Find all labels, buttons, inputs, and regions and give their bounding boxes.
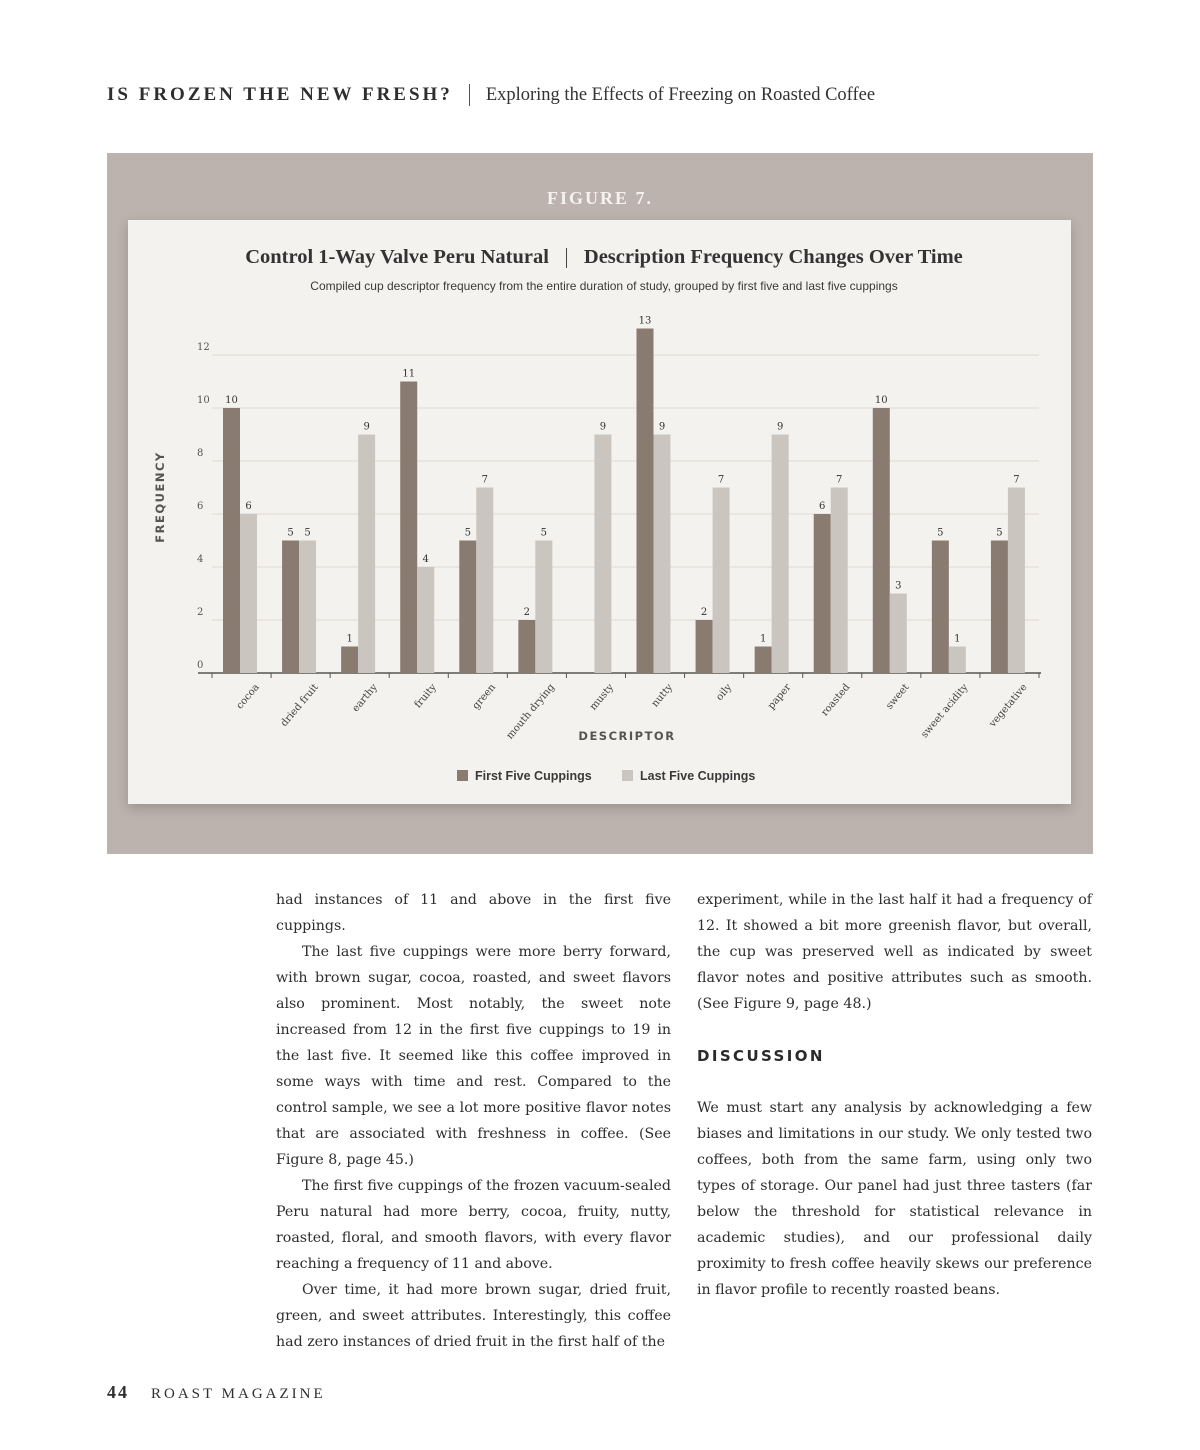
- x-tick-label: mouth drying: [504, 681, 558, 742]
- bar-value-label: 5: [304, 527, 311, 539]
- x-tick-label: earthy: [350, 681, 380, 715]
- bar-first-five: [459, 541, 476, 674]
- bar-last-five: [831, 488, 848, 674]
- x-tick-label: musty: [587, 681, 617, 713]
- x-tick-label: green: [470, 681, 499, 712]
- x-tick-label: paper: [766, 681, 794, 712]
- y-tick-label: 10: [197, 395, 210, 406]
- article-left-column: [276, 887, 671, 1355]
- bar-last-five: [949, 647, 966, 674]
- bar-value-label: 9: [599, 421, 607, 433]
- y-tick-label: 0: [197, 660, 204, 671]
- bar-value-label: 1: [954, 633, 961, 645]
- bar-value-label: 10: [225, 395, 238, 406]
- bar-value-label: 1: [346, 633, 353, 645]
- bar-value-label: 6: [245, 501, 252, 512]
- x-tick-label: sweet: [884, 681, 912, 712]
- x-tick-label: vegetative: [987, 681, 1030, 730]
- bar-value-label: 1: [759, 633, 767, 645]
- bar-last-five: [1008, 488, 1025, 674]
- legend-swatch: [622, 770, 633, 781]
- bar-value-label: 11: [402, 368, 416, 380]
- magazine-name: ROAST MAGAZINE: [151, 1386, 326, 1402]
- bar-value-label: 13: [638, 315, 652, 327]
- article-paragraph: The first five cuppings of the frozen vacuum-sealed Peru natural had more berry, cocoa, fruity, nutty, roasted, floral, and smooth flavors, with every flavor reaching a frequency of 11 and above.: [276, 1178, 671, 1272]
- bar-first-five: [932, 541, 949, 674]
- bar-value-label: 7: [1013, 474, 1020, 486]
- bar-first-five: [755, 647, 772, 674]
- bar-value-label: 9: [658, 421, 666, 433]
- legend-swatch: [457, 770, 468, 781]
- legend-label: First Five Cuppings: [475, 769, 592, 783]
- bar-value-label: 7: [717, 474, 725, 486]
- bar-first-five: [873, 408, 890, 673]
- bar-first-five: [341, 647, 358, 674]
- y-tick-label: 12: [197, 342, 210, 353]
- bar-last-five: [654, 435, 671, 674]
- bar-last-five: [417, 567, 434, 673]
- bar-value-label: 10: [874, 395, 888, 406]
- y-axis-label: FREQUENCY: [153, 451, 167, 543]
- x-tick-label: roasted: [819, 681, 853, 719]
- x-tick-label: nutty: [649, 681, 676, 710]
- bar-value-label: 9: [363, 421, 370, 433]
- x-tick-label: sweet acidity: [919, 681, 971, 741]
- y-tick-label: 4: [197, 554, 204, 565]
- article-right-column: [697, 887, 1092, 1303]
- bar-first-five: [696, 620, 713, 673]
- bar-value-label: 4: [422, 554, 429, 565]
- running-head-title: IS FROZEN THE NEW FRESH?: [107, 84, 453, 105]
- y-tick-label: 8: [197, 448, 204, 459]
- legend-label: Last Five Cuppings: [640, 769, 756, 783]
- y-tick-label: 6: [197, 501, 204, 512]
- section-heading: DISCUSSION: [697, 1047, 825, 1065]
- bar-value-label: 5: [996, 527, 1003, 539]
- bar-last-five: [713, 488, 730, 674]
- chart-subtitle: Compiled cup descriptor frequency from the entire duration of study, grouped by first five and last five cuppings: [310, 279, 898, 293]
- article-paragraph: We must start any analysis by acknowledging a few biases and limitations in our study. We only tested two coffees, both from the same farm, using only two types of storage. Our panel had just three tasters (far below the threshold for statistical relevance in academic studies), and our professional daily proximity to fresh coffee heavily skews our preference in flavor profile to recently roasted beans.: [697, 1100, 1092, 1298]
- chart-title-left: Control 1-Way Valve Peru Natural: [245, 246, 549, 268]
- article-paragraph: The last five cuppings were more berry forward, with brown sugar, cocoa, roasted, and sweet flavors also prominent. Most notably, the sweet note increased from 12 in the first five cuppings to 19 in the last five. It seemed like this coffee improved in some ways with time and rest. Compared to the control sample, we see a lot more positive flavor notes that are associated with freshness in coffee. (See Figure 8, page 45.): [276, 944, 671, 1168]
- bar-value-label: 7: [481, 474, 488, 486]
- bar-first-five: [518, 620, 535, 673]
- bar-last-five: [535, 541, 552, 674]
- bar-first-five: [991, 541, 1008, 674]
- bar-first-five: [637, 329, 654, 674]
- bar-value-label: 2: [700, 607, 708, 618]
- bar-value-label: 3: [895, 580, 902, 592]
- x-tick-label: oily: [714, 681, 735, 703]
- article-paragraph: Over time, it had more brown sugar, dried fruit, green, and sweet attributes. Interestingly, this coffee had zero instances of dried fruit in the first half of the: [276, 1282, 671, 1350]
- y-tick-label: 2: [197, 607, 204, 618]
- bar-value-label: 5: [540, 527, 548, 539]
- bar-value-label: 2: [523, 607, 531, 618]
- bar-last-five: [772, 435, 789, 674]
- x-axis-label: DESCRIPTOR: [578, 729, 676, 743]
- bar-first-five: [223, 408, 240, 673]
- bar-first-five: [400, 382, 417, 674]
- chart-title-right: Description Frequency Changes Over Time: [583, 246, 963, 268]
- bar-value-label: 5: [937, 527, 944, 539]
- bar-first-five: [282, 541, 299, 674]
- article-paragraph: experiment, while in the last half it had a frequency of 12. It showed a bit more greenish flavor, but overall, the cup was preserved well as indicated by sweet flavor notes and positive attributes such as smooth. (See Figure 9, page 48.): [697, 892, 1092, 1012]
- bar-value-label: 5: [287, 527, 294, 539]
- page-footer: [107, 1382, 326, 1403]
- x-tick-label: fruity: [412, 681, 439, 711]
- x-tick-label: dried fruit: [278, 681, 321, 729]
- bar-last-five: [476, 488, 493, 674]
- bar-last-five: [890, 594, 907, 674]
- bar-value-label: 5: [464, 527, 471, 539]
- article-paragraph: had instances of 11 and above in the first five cuppings.: [276, 892, 671, 934]
- bar-value-label: 9: [776, 421, 784, 433]
- bar-last-five: [358, 435, 375, 674]
- bar-first-five: [814, 514, 831, 673]
- bar-value-label: 6: [819, 501, 826, 512]
- bar-value-label: 7: [836, 474, 843, 486]
- figure-label: FIGURE 7.: [546, 188, 653, 208]
- x-tick-label: cocoa: [234, 681, 262, 712]
- bar-last-five: [299, 541, 316, 674]
- bar-last-five: [594, 435, 611, 674]
- bar-last-five: [240, 514, 257, 673]
- page-number: 44: [107, 1382, 129, 1402]
- running-head-subtitle: Exploring the Effects of Freezing on Roasted Coffee: [485, 84, 876, 105]
